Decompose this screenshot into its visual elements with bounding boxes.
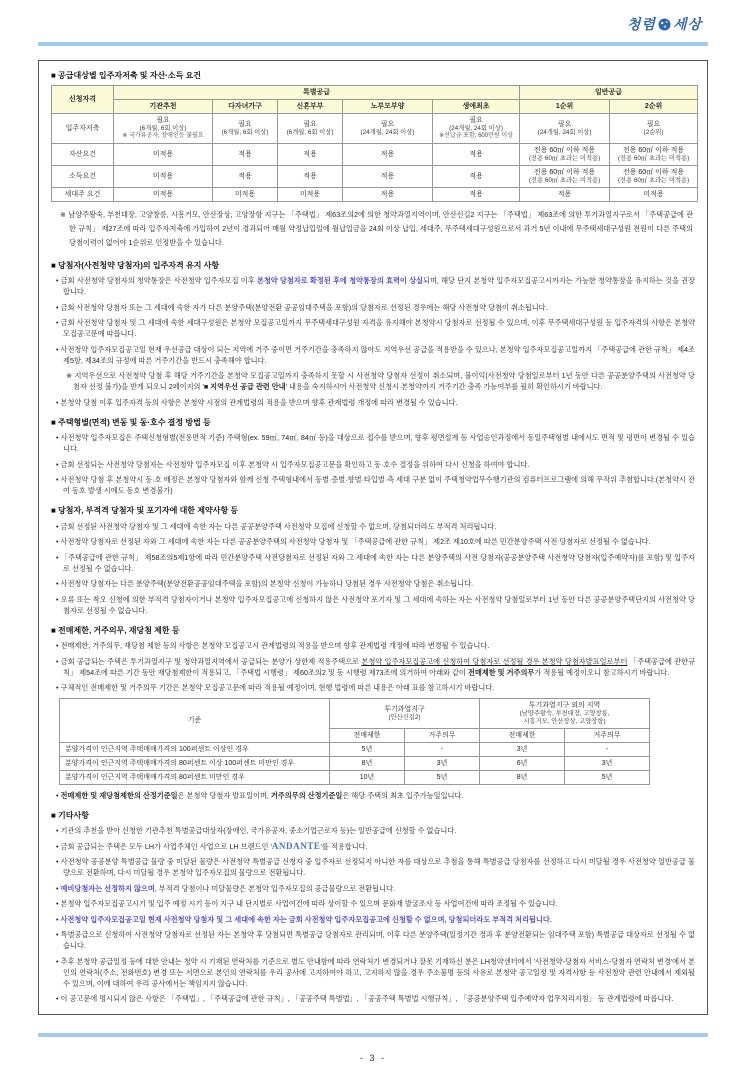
cell: 적용 xyxy=(520,187,610,201)
col-header: 1순위 xyxy=(520,100,610,114)
table2-note: • 전매제한 및 재당첨제한의 산정기준일은 본청약 당첨자 발표일이며, 거주의무의 산정기준일은 해당 주택의 최초 입주가능일입니다. xyxy=(56,790,464,800)
bullet-item: • 금회 선정되는 사전청약 당첨자는 사전청약 입주자모집 이후 본청약 시 입주자모집공고문을 확인하고 동·호수 결정을 위하여 다시 신청을 하여야 합니다. xyxy=(56,459,530,469)
col-header: 2순위 xyxy=(610,100,698,114)
row-label: 자산요건 xyxy=(52,143,114,165)
bullet-item: • 「주택공급에 관한 규칙」 제58조의5제1항에 따라 민간분양주택 사전당첨자로 선정된 자와 그 세대에 속한 자는 다른 분양주택의 사전 당첨자(공공분양주택 사전청약 당첨자(입주예약자)를 포함) 및 입주자로 선정될 수 없습니다. xyxy=(56,552,695,573)
cell: 미적용 xyxy=(610,187,698,201)
col-header: 거주의무 xyxy=(565,729,650,743)
bullet-item: • 금회 사전청약 당첨자의 청약통장은 사전청약 입주자모집 이후 본청약 당첨자로 확정된 후에 청약통장의 효력이 상실되며, 해당 단지 본청약 입주자모집공고시까지는 가능한 청약통장을 유지하는 것을 권장합니다. xyxy=(56,276,696,296)
bullet-item: • 사전청약 입주자모집공고일 현재 사전청약 당첨자 및 그 세대에 속한 자는 금회 사전청약 입주자모집공고에 신청할 수 없으며, 당첨되더라도 부적격 처리됩니다. xyxy=(56,914,552,924)
table-row xyxy=(60,743,650,757)
cell: 미적용 xyxy=(114,187,213,201)
cell: 미적용 xyxy=(213,187,278,201)
andante-brand-logo: ANDANTE xyxy=(271,840,321,851)
bullet-item: • 금회 선정된 사전청약 당첨자 및 그 세대에 속한 자는 다른 공공분양주택 사전청약 모집에 신청할 수 없으며, 당첨되더라도 부적격 처리됩니다. xyxy=(56,521,497,531)
col-header-qualification: 신청자격 xyxy=(52,86,114,114)
bullet-item: • 본청약 입주자모집공고시기 및 입주 예정 시기 등이 지구 내 단지별로 사업여건에 따라 상이할 수 있으며 문화재 발굴조사 등 사업여건에 따라 조정될 수 있습니다. xyxy=(56,899,558,908)
table1-footnote: ※ 남양주왕숙, 부천대장, 고양창릉, 시흥거모, 안산장상, 고양장항 지구는 「주택법」 제63조의2에 의한 청약과열지역이며, 안산신길2 지구는 「주택법」 제63조에 의한 투기과열지구로서 「주택공급에 관한 규칙」 제27조에 따라 입주자저축에 가입하여 2년이 경과되어 매월 약정납입일에 월납입금을 24회 이상 납입, 세대주, 무주택세대구성원으로서 과거 5년 이내에 무주택세대구성원 전원이 다른 주택의 당첨이력이 없어야 1순위로 인정받을 수 있습니다. xyxy=(60,209,693,247)
cell: 적용 xyxy=(433,187,520,201)
bullet-item: • 전매제한, 거주의무, 재당첨 제한 등의 사항은 본청약 모집공고시 관계법령의 적용을 받으며 향후 관계법령 개정에 따라 변경될 수 있습니다. xyxy=(56,641,490,650)
col-header: 노부모부양 xyxy=(343,100,433,114)
bullet-item: • 사전청약 공공분양 특별공급 물량 중 미달된 물량은 사전청약 특별공급 신청자 중 입주자로 선정되지 아니한 자를 대상으로 추첨을 통해 특별공급 당첨자를 선정하고 다시 미달될 경우 사전청약 일반공급 물량으로 전환하며, 다시 미달될 경우 본청약 입주자모집의 물량으로 전환됩니다. xyxy=(56,857,695,877)
bullet-item: • 금회 공급되는 주택은 모두 LH가 사업주체인 사업으로 LH 브랜드인 'ANDANTE'를 적용합니다. xyxy=(56,840,368,851)
cell: - xyxy=(565,743,650,757)
table-row-savings xyxy=(52,114,698,144)
cell: 전용 60㎡ 이하 적용 (전용 60㎡ 초과는 미적용) xyxy=(520,143,610,165)
top-divider xyxy=(38,42,708,46)
cell: 5년 xyxy=(405,771,480,785)
cell: 적용 xyxy=(433,165,520,187)
col-group-special-supply: 특별공급 xyxy=(114,86,520,100)
bullet-item: • 사전청약 당첨자는 다른 분양주택(분양전환공공임대주택을 포함)의 본청약 신청이 가능하나 당첨된 경우 사전청약 당첨은 취소됩니다. xyxy=(56,579,474,588)
cell: 적용 xyxy=(343,165,433,187)
logo xyxy=(627,14,702,34)
col-header: 전매제한 xyxy=(330,729,405,743)
row-label: 분양가격이 인근지역 주택매매가격의 80퍼센트 이상 100퍼센트 미만인 경우 xyxy=(60,757,330,771)
logo-globe-icon xyxy=(658,18,671,31)
bullet-item: • 금회 사전청약 당첨자 및 그 세대에 속한 세대구성원은 본청약 모집공고일까지 무주택세대구성원 자격을 유지해야 본청약시 당첨자로 선정될 수 있으며, 이후 무주택세대구성원 등 입주자격의 사항은 본청약 모집공고문에 따릅니다. xyxy=(56,318,695,338)
col-header: 다자녀가구 xyxy=(213,100,278,114)
row-label: 세대주 요건 xyxy=(52,187,114,201)
cell: 3년 xyxy=(565,757,650,771)
row-label: 분양가격이 인근지역 주택매매가격의 100퍼센트 이상인 경우 xyxy=(60,743,330,757)
row-label: 소득요건 xyxy=(52,165,114,187)
col-group-non-speculation-zone: 투기과열지구 외의 지역 (남양주왕숙, 부천대장, 고양창릉, 시흥거모, 안산장상, 고양장항) xyxy=(480,699,650,729)
cell: 필요 (6개월, 6회 이상) xyxy=(278,114,343,144)
cell: 필요 (6개월, 6회 이상) ※ 국가유공자, 장애인등 불필요 xyxy=(114,114,213,144)
table-subheader-row xyxy=(52,100,698,114)
section-title-miscellaneous: ■ 기타사항 xyxy=(51,810,89,820)
table-header-row xyxy=(52,86,698,100)
cell: 3년 xyxy=(405,757,480,771)
cell: 5년 xyxy=(565,771,650,785)
section-title-qualification-maintenance: ■ 당첨자(사전청약 당첨자)의 입주자격 유지 사항 xyxy=(51,260,220,270)
bullet-item: • 기관의 추천을 받아 신청한 기관추천 특별공급대상자(장애인, 국가유공자, 중소기업근로자 등)는 일반공급에 신청할 수 없습니다. xyxy=(56,826,457,835)
cell: 5년 xyxy=(330,743,405,757)
bullet-item: • 사전청약 입주자모집은 주택신청형별(전용면적 기준) 주택형(ex. 59㎡, 74㎡, 84㎡ 등)을 대상으로 접수를 받으며, 향후 평면설계 등 사업승인과정에서 동일주택형별 내에서도 면적 및 평면이 변경될 수 있습니다. xyxy=(56,433,695,453)
cell: 필요 (6개월, 6회 이상) xyxy=(213,114,278,144)
cell: 미적용 xyxy=(114,143,213,165)
cell: 필요 (2순위) xyxy=(610,114,698,144)
cell: 필요 (24개월, 24회 이상) xyxy=(520,114,610,144)
cell: 적용 xyxy=(433,143,520,165)
row-label: 분양가격이 인근지역 주택매매가격의 80퍼센트 미만인 경우 xyxy=(60,771,330,785)
bullet-item: • 오류 또는 착오 신청에 의한 부적격 당첨자이거나 본청약 입주자모집공고에 신청하지 않은 사전청약 포기자 및 그 세대에 속하는 자는 사전청약 당첨일로부터 1년 동안 다른 공공분양주택단지의 사전청약 당첨자로 선정될 수 없습니다. xyxy=(56,594,695,615)
cell: 3년 xyxy=(480,743,565,757)
col-header: 전매제한 xyxy=(480,729,565,743)
section-title-housing-type: ■ 주택형별(면적) 변동 및 동·호수 결정 방법 등 xyxy=(51,417,211,427)
table-row-assets xyxy=(52,143,698,165)
cell: 6년 xyxy=(480,757,565,771)
bullet-item: • 예비당첨자는 선정하지 않으며, 부적격 당첨이나 미달물량은 본청약 입주자모집의 공급물량으로 전환됩니다. xyxy=(56,883,395,893)
bullet-item: • 추후 본청약 공급일정 등에 대한 안내는 청약 시 기재된 연락처를 기준으로 별도 안내함에 따라 연락처가 변경되거나 잘못 기재하신 분은 LH청약센터에서 '사전청약-당첨자 서비스-당첨자 연락처 변경'에서 본인의 연락처(주소, 전화번호) 변경 또는 서면으로 본인의 연락처를 우리 공사에 고지하여야 하고, 고지하지 않을 경우 주소불명 등의 사유로 본청약 공고일정 및 자격사항 등 사전청약 관련 안내에서 제외될 수 있으며, 이에 대하여 우리 공사에서는 책임지지 않습니다. xyxy=(56,956,695,988)
cell: 적용 xyxy=(343,187,433,201)
cell: 적용 xyxy=(278,165,343,187)
cell: 적용 xyxy=(278,143,343,165)
cell: 미적용 xyxy=(114,165,213,187)
cell: 10년 xyxy=(330,771,405,785)
cell: - xyxy=(405,743,480,757)
bullet-item: • 금회 사전청약 당첨자 또는 그 세대에 속한 자가 다른 분양주택(분양전환 공공임대주택을 포함)의 당첨자로 선정된 경우에는 해당 사전청약 당첨이 취소됩니다. xyxy=(56,302,548,312)
table-row xyxy=(60,771,650,785)
table-header-row xyxy=(60,699,650,729)
cell: 전용 60㎡ 이하 적용 (전용 60㎡ 초과는 미적용) xyxy=(610,165,698,187)
col-group-general-supply: 일반공급 xyxy=(520,86,698,100)
section-title-supply-requirements: ■ 공급대상별 입주자저축 및 자산·소득 요건 xyxy=(51,71,201,80)
cell: 전용 60㎡ 이하 적용 (전용 60㎡ 초과는 미적용) xyxy=(520,165,610,187)
section-title-resale-restriction: ■ 전매제한, 거주의무, 재당첨 제한 등 xyxy=(51,625,180,635)
sub-note-item: ※ 지역우선으로 사전청약 당첨 후 해당 거주기간을 본청약 모집공고일까지 충족하지 못할 시 사전청약 당첨자 선정이 취소되며, 불이익(사전청약 당첨일로부터 1년 동안 다른 공공분양주택의 사전청약 당첨자 선정 불가)을 받게 되오니 2페이지의 '■ 지역우선 공급 관련 안내' 내용을 숙지하시어 사전청약 신청시 본청약까지 거주기간 충족 가능여부를 필히 확인하시기 바랍니다. xyxy=(66,371,695,391)
cell: 필요 (24개월, 24회 이상) ※선납금 포함, 600만원 이상 xyxy=(433,114,520,144)
cell: 8년 xyxy=(480,771,565,785)
table-row-householder xyxy=(52,187,698,201)
logo-text-left: 청렴 xyxy=(626,16,656,32)
col-header: 기관추천 xyxy=(114,100,213,114)
table-row-income xyxy=(52,165,698,187)
col-header: 거주의무 xyxy=(405,729,480,743)
cell: 미적용 xyxy=(278,187,343,201)
col-header: 생애최초 xyxy=(433,100,520,114)
resale-restriction-table xyxy=(59,698,650,785)
col-group-speculation-zone: 투기과열지구 (안산신길2) xyxy=(330,699,480,729)
header xyxy=(38,14,708,40)
cell: 적용 xyxy=(343,143,433,165)
row-label: 입주자저축 xyxy=(52,114,114,144)
section-title-winner-restrictions: ■ 당첨자, 부적격 당첨자 및 포기자에 대한 제약사항 등 xyxy=(51,506,239,515)
bullet-item: • 사전청약 당첨 후 본청약시 동·호 배정은 본청약 당첨자와 함께 신청 주택형내에서 동별·층별·향별·타입별·측 세대 구분 없이 주택청약업무수행기관의 컴퓨터프로그램에 의해 무작위 추첨합니다.(본청약시 잔여 동호 발생 시에도 동호 변경불가) xyxy=(56,475,695,495)
bullet-item: • 사전청약 입주자모집공고일 현재 우선공급 대상이 되는 지역에 거주 중이면 거주기간을 충족하지 않아도 지역우선 공급을 적용받을 수 있으나, 본청약 입주자모집공고일까지 「주택공급에 관한 규칙」 제4조제5항, 제34조의 규정에 따른 거주기간을 반드시 충족해야 합니다. xyxy=(56,344,695,365)
bottom-divider xyxy=(38,1033,708,1037)
bullet-item: • 구체적인 전매제한 및 거주의무 기간은 본청약 모집공고문에 따라 적용될 예정이며, 현행 법령에 따른 내용은 아래 표를 참고하시기 바랍니다. xyxy=(56,683,495,692)
bullet-item: • 본청약 당첨 이후 입주자격 등의 사항은 본청약 시점의 관계법령의 적용을 받으며 향후 관계법령 개정에 따라 변경될 수 있습니다. xyxy=(56,397,458,407)
supply-requirements-table xyxy=(51,85,698,202)
bullet-item: • 사전청약 당첨자로 선정된 자와 그 세대에 속한 자는 다른 공공분양주택의 사전청약 당첨자 및 「주택공급에 관한 규칙」 제2조 제10호에 따른 민간분양주택 사전 당첨자로 선정될 수 없습니다. xyxy=(56,537,651,546)
col-header: 신혼부부 xyxy=(278,100,343,114)
bullet-item: • 특별공급으로 신청하여 사전청약 당첨자로 선정된 자는 본청약 후 당첨되면 특별공급 당첨자로 관리되며, 이후 다른 분양주택(일정기간 경과 후 분양전환되는 임대주택 포함) 특별공급 대상자로 선정될 수 없습니다. xyxy=(56,930,695,950)
col-header-criteria: 기준 xyxy=(60,699,330,743)
cell: 적용 xyxy=(213,143,278,165)
logo-text-right: 세상 xyxy=(672,16,702,32)
cell: 8년 xyxy=(330,757,405,771)
content-box xyxy=(38,60,708,1015)
cell: 전용 60㎡ 이하 적용 (전용 60㎡ 초과는 미적용) xyxy=(610,143,698,165)
bullet-item: • 금회 공급되는 주택은 투기과열지구 및 청약과열지역에서 공급되는 분양가 상한제 적용주택으로 본청약 입주자모집공고에 신청하여 당첨자로 선정될 경우 본청약 당첨자발표일로부터 「주택공급에 관한규칙」 제54조에 따른 기간 동안 재당첨제한이 적용되고, 「주택법 시행령」 제60조의2 및 동 시행령 제73조에 의거하여 아래와 같이 전매제한 및 거주의무가 적용될 예정이오니 참고하시기 바랍니다. xyxy=(56,656,696,677)
cell: 적용 xyxy=(213,165,278,187)
page-number: - 3 - xyxy=(359,1053,386,1063)
cell: 필요 (24개월, 24회 이상) xyxy=(343,114,433,144)
bullet-item: • 이 공고문에 명시되지 않은 사항은 「주택법」, 「주택공급에 관한 규칙」, 「공공주택 특별법」, 「공공주택 특별법 시행규칙」, 「공공분양주택 입주예약자 업무처리지침」 등 관계법령에 따릅니다. xyxy=(56,994,674,1003)
table-row xyxy=(60,757,650,771)
